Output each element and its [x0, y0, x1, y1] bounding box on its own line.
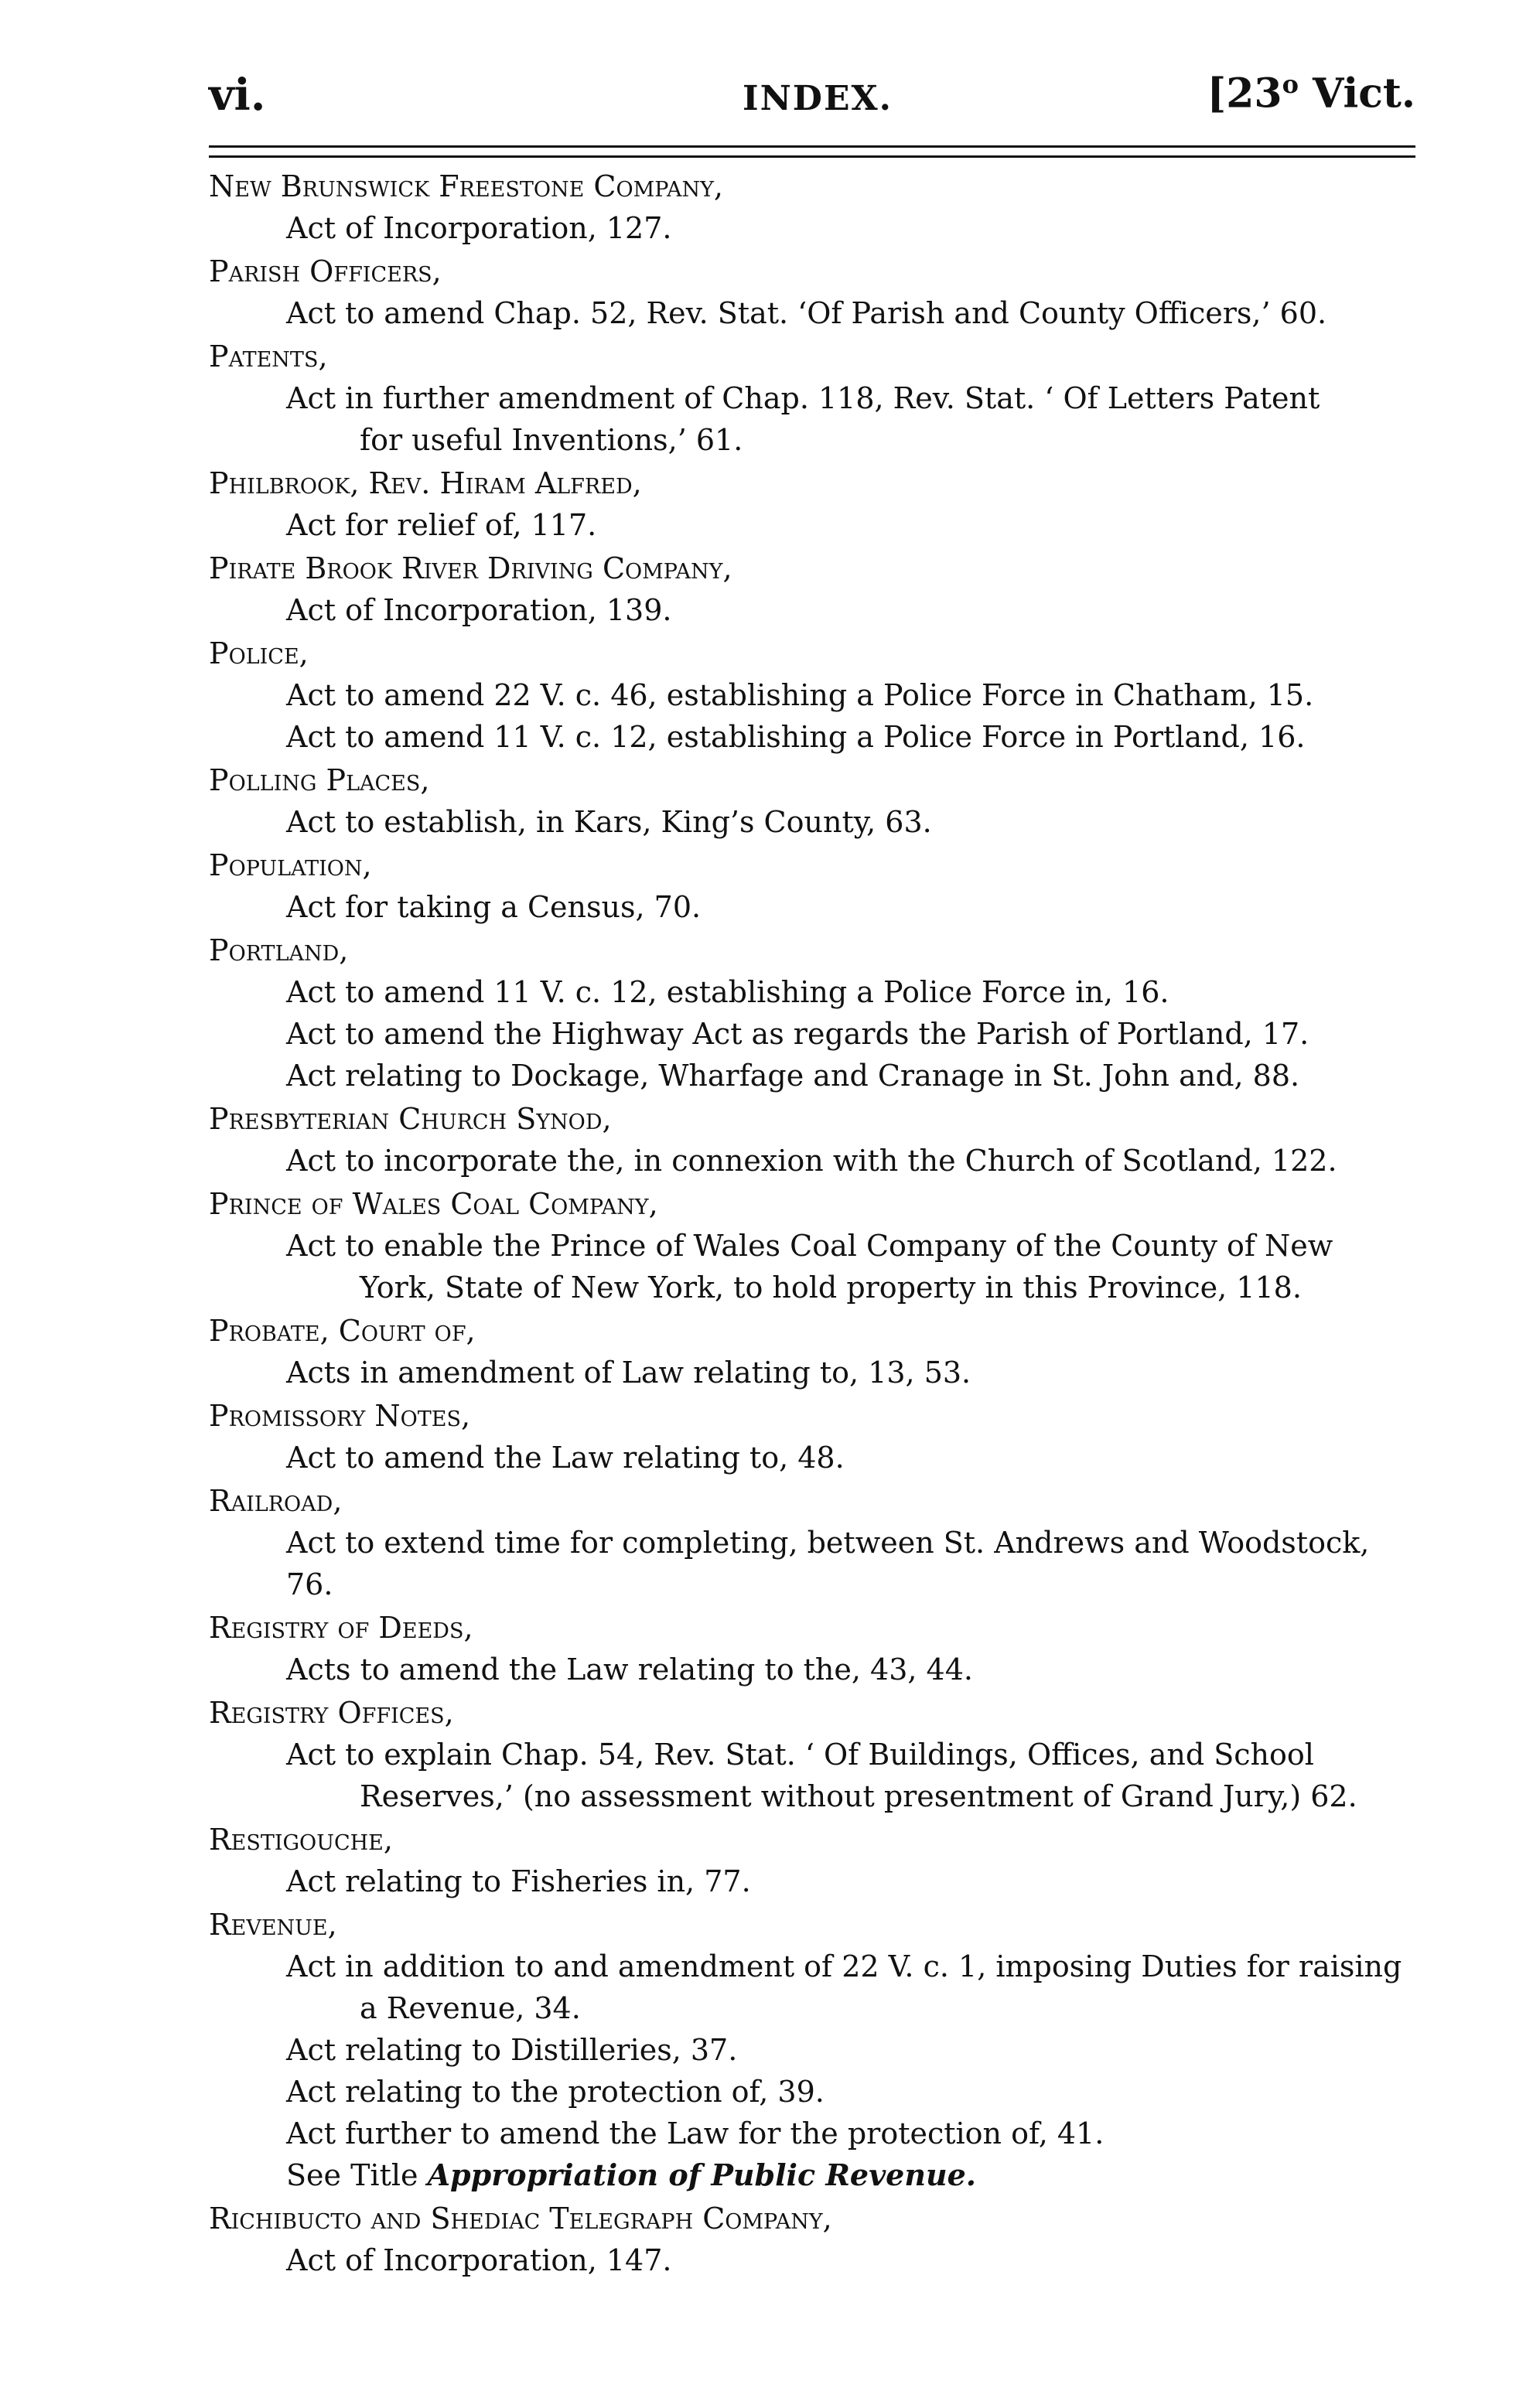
- index-entry: [209, 1819, 1415, 1902]
- entry-heading: Portland,: [209, 933, 349, 967]
- entry-heading: Restigouche,: [209, 1823, 393, 1857]
- entry-line: Acts in amendment of Law relating to, 13, 53.: [286, 1356, 971, 1390]
- index-entry: [209, 547, 1415, 631]
- entry-line: Act to incorporate the, in connexion with the Church of Scotland, 122.: [286, 1144, 1337, 1178]
- index-entry: [209, 336, 1415, 461]
- session-tail: Vict.: [1298, 70, 1415, 118]
- entry-line: Act in addition to and amendment of 22 V. c. 1, imposing Duties for raising: [286, 1949, 1402, 1983]
- entry-line: Act relating to Distilleries, 37.: [286, 2033, 738, 2067]
- see-title-ref: Appropriation of Public Revenue.: [427, 2157, 977, 2192]
- entry-heading: Prince of Wales Coal Company,: [209, 1187, 658, 1221]
- entry-line: Act in further amendment of Chap. 118, Rev. Stat. ‘ Of Letters Patent: [286, 381, 1320, 415]
- index-entry: [209, 844, 1415, 928]
- page-title: INDEX.: [743, 79, 893, 118]
- index-entry: [209, 2198, 1415, 2281]
- page-number: vi.: [209, 70, 266, 121]
- entry-line: Act to amend Chap. 52, Rev. Stat. ‘Of Parish and County Officers,’ 60.: [286, 296, 1327, 330]
- entry-heading: Presbyterian Church Synod,: [209, 1102, 612, 1136]
- entry-line: Act to amend 22 V. c. 46, establishing a Police Force in Chatham, 15.: [286, 678, 1314, 712]
- entry-line: Act to amend 11 V. c. 12, establishing a Police Force in, 16.: [286, 975, 1169, 1009]
- header-rule: [209, 145, 1415, 158]
- entry-line: Act to extend time for completing, between St. Andrews and Woodstock, 76.: [286, 1526, 1370, 1601]
- entry-line: Act relating to Dockage, Wharfage and Cranage in St. John and, 88.: [286, 1059, 1300, 1093]
- entry-heading: Patents,: [209, 339, 328, 373]
- entry-heading: Revenue,: [209, 1908, 337, 1942]
- entry-line: Act for taking a Census, 70.: [286, 890, 702, 924]
- entry-line: Act to amend 11 V. c. 12, establishing a Police Force in Portland, 16.: [286, 720, 1306, 754]
- entry-line: Act to establish, in Kars, King’s County, 63.: [286, 805, 932, 839]
- entry-heading: Registry Offices,: [209, 1696, 454, 1730]
- index-entry: [209, 1098, 1415, 1182]
- entry-line: Act of Incorporation, 127.: [286, 211, 672, 245]
- entry-heading: Railroad,: [209, 1484, 343, 1518]
- index-entry: [209, 251, 1415, 334]
- entry-line: Reserves,’ (no assessment without presentment of Grand Jury,) 62.: [360, 1779, 1357, 1813]
- entry-heading: New Brunswick Freestone Company,: [209, 169, 723, 203]
- entry-heading: Pirate Brook River Driving Company,: [209, 551, 732, 585]
- index-entry: [209, 1692, 1415, 1817]
- session-year: [23: [1207, 70, 1282, 118]
- index-entry: [209, 1480, 1415, 1605]
- entry-line: Act relating to Fisheries in, 77.: [286, 1864, 751, 1898]
- entry-heading: Philbrook, Rev. Hiram Alfred,: [209, 466, 642, 500]
- index-entry: [209, 759, 1415, 843]
- see-title-prefix: See Title: [286, 2158, 428, 2192]
- entry-line: Act to explain Chap. 54, Rev. Stat. ‘ Of Buildings, Offices, and School: [286, 1738, 1314, 1772]
- entry-line: Act relating to the protection of, 39.: [286, 2075, 825, 2109]
- entry-heading: Promissory Notes,: [209, 1399, 471, 1433]
- entry-heading: Probate, Court of,: [209, 1314, 476, 1348]
- entry-line: Act of Incorporation, 147.: [286, 2243, 672, 2277]
- index-list: [209, 165, 1415, 2283]
- entry-line: Act of Incorporation, 139.: [286, 593, 672, 627]
- index-entry: [209, 929, 1415, 1097]
- entry-heading: Police,: [209, 636, 309, 670]
- index-entry: [209, 1607, 1415, 1690]
- entry-heading: Parish Officers,: [209, 254, 442, 288]
- entry-line: Act further to amend the Law for the protection of, 41.: [286, 2116, 1105, 2150]
- entry-heading: Registry of Deeds,: [209, 1611, 473, 1645]
- entry-line: a Revenue, 34.: [360, 1991, 581, 2025]
- entry-line: Act for relief of, 117.: [286, 508, 597, 542]
- entry-line: for useful Inventions,’ 61.: [360, 423, 743, 457]
- see-title-line: [209, 2154, 1415, 2196]
- index-entry: [209, 633, 1415, 758]
- entry-line: York, State of New York, to hold property in this Province, 118.: [360, 1271, 1302, 1305]
- entry-line: Act to amend the Highway Act as regards the Parish of Portland, 17.: [286, 1017, 1309, 1051]
- index-entry: [209, 165, 1415, 249]
- entry-heading: Polling Places,: [209, 763, 430, 797]
- page-header: [209, 70, 1415, 131]
- index-entry: [209, 462, 1415, 546]
- entry-heading: Richibucto and Shediac Telegraph Company,: [209, 2202, 832, 2236]
- session-sup: o: [1282, 70, 1299, 99]
- index-entry: [209, 1395, 1415, 1479]
- entry-heading: Population,: [209, 848, 372, 882]
- entry-line: Act to enable the Prince of Wales Coal Company of the County of New: [286, 1229, 1333, 1263]
- index-entry: [209, 1310, 1415, 1393]
- index-entry: [209, 1904, 1415, 2196]
- index-entry: [209, 1183, 1415, 1308]
- session-label: [1207, 70, 1415, 117]
- entry-line: Acts to amend the Law relating to the, 43, 44.: [286, 1653, 973, 1687]
- entry-line: Act to amend the Law relating to, 48.: [286, 1441, 845, 1475]
